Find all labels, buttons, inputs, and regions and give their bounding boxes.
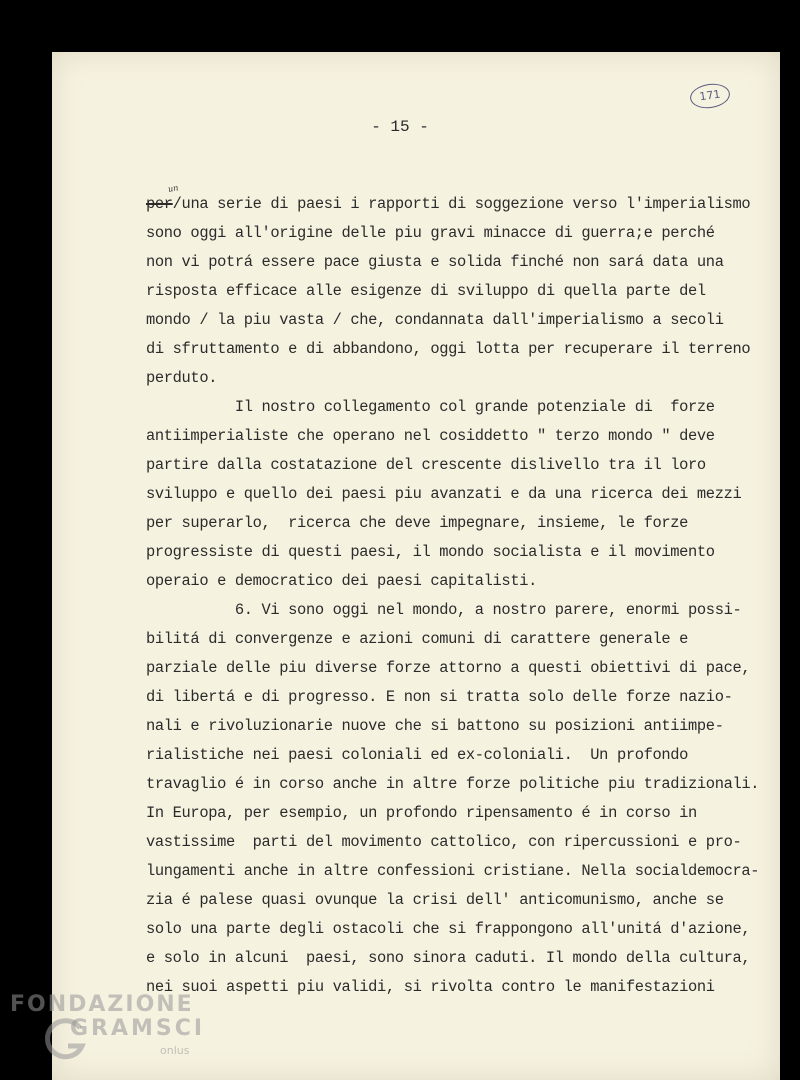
line-text: 6. Vi sono oggi nel mondo, a nostro parere, enormi possi-	[146, 601, 742, 619]
line-text: mondo / la piu vasta / che, condannata dall'imperialismo a secoli	[146, 311, 724, 329]
text-line	[146, 886, 766, 915]
watermark-onlus: onlus	[160, 1044, 190, 1057]
text-line	[146, 712, 766, 741]
line-text: per superarlo, ricerca che deve impegnare, insieme, le forze	[146, 514, 689, 532]
text-line	[146, 451, 766, 480]
text-line	[146, 857, 766, 886]
text-line	[146, 335, 766, 364]
text-line	[146, 741, 766, 770]
text-line	[146, 364, 766, 393]
line-text: nei suoi aspetti piu validi, si rivolta contro le manifestazioni	[146, 978, 715, 996]
line-text: e solo in alcuni paesi, sono sinora caduti. Il mondo della cultura,	[146, 949, 751, 967]
text-line	[146, 944, 766, 973]
watermark-line2: GRAMSCI	[70, 1016, 206, 1041]
line-text: non vi potrá essere pace giusta e solida finché non sará data una	[146, 253, 724, 271]
archive-stamp: 171	[689, 81, 732, 110]
line-text: di libertá e di progresso. E non si tratta solo delle forze nazio-	[146, 688, 733, 706]
line-text: bilitá di convergenze e azioni comuni di carattere generale e	[146, 630, 689, 648]
text-line	[146, 915, 766, 944]
text-line	[146, 596, 766, 625]
line-text: parziale delle piu diverse forze attorno a questi obiettivi di pace,	[146, 659, 751, 677]
line-text: antiimperialiste che operano nel cosiddetto " terzo mondo " deve	[146, 427, 715, 445]
typewritten-body	[146, 190, 766, 1002]
line-text: travaglio é in corso anche in altre forze politiche piu tradizionali.	[146, 775, 760, 793]
text-line	[146, 567, 766, 596]
text-line	[146, 654, 766, 683]
text-line	[146, 219, 766, 248]
fondazione-gramsci-watermark	[10, 992, 210, 1072]
line-text: vastissime parti del movimento cattolico, con ripercussioni e pro-	[146, 833, 742, 851]
line-text: risposta efficace alle esigenze di sviluppo di quella parte del	[146, 282, 706, 300]
text-line	[146, 306, 766, 335]
watermark-line1: FONDAZIONE	[10, 992, 194, 1017]
line-text: Il nostro collegamento col grande potenziale di forze	[146, 398, 715, 416]
text-line	[146, 393, 766, 422]
line-text: solo una parte degli ostacoli che si frappongono all'unitá d'azione,	[146, 920, 751, 938]
handwritten-insert: un	[167, 183, 180, 194]
line-text: lungamenti anche in altre confessioni cristiane. Nella socialdemocra-	[146, 862, 760, 880]
line-text: di sfruttamento e di abbandono, oggi lotta per recuperare il terreno	[146, 340, 751, 358]
line-text: partire dalla costatazione del crescente dislivello tra il loro	[146, 456, 706, 474]
text-line	[146, 248, 766, 277]
struck-word: per	[146, 195, 173, 213]
text-line	[146, 625, 766, 654]
line-text: progressiste di questi paesi, il mondo socialista e il movimento	[146, 543, 715, 561]
line-text: nali e rivoluzionarie nuove che si battono su posizioni antiimpe-	[146, 717, 724, 735]
line-text: operaio e democratico dei paesi capitalisti.	[146, 572, 537, 590]
text-line	[146, 799, 766, 828]
text-line	[146, 422, 766, 451]
text-line	[146, 828, 766, 857]
line-text: perduto.	[146, 369, 218, 387]
line-text: /una serie di paesi i rapporti di soggezione verso l'imperialismo	[172, 195, 751, 213]
line-text: sono oggi all'origine delle piu gravi minacce di guerra;e perché	[146, 224, 715, 242]
line-text: sviluppo e quello dei paesi piu avanzati e da una ricerca dei mezzi	[146, 485, 742, 503]
text-line	[146, 770, 766, 799]
page-number: - 15 -	[371, 118, 429, 136]
text-line	[146, 683, 766, 712]
text-line	[146, 973, 766, 1002]
line-text: rialistiche nei paesi coloniali ed ex-coloniali. Un profondo	[146, 746, 689, 764]
text-line	[146, 538, 766, 567]
text-line	[146, 509, 766, 538]
line-text: In Europa, per esempio, un profondo ripensamento é in corso in	[146, 804, 697, 822]
text-line	[146, 277, 766, 306]
text-line	[146, 190, 766, 219]
text-line	[146, 480, 766, 509]
line-text: zia é palese quasi ovunque la crisi dell' anticomunismo, anche se	[146, 891, 724, 909]
